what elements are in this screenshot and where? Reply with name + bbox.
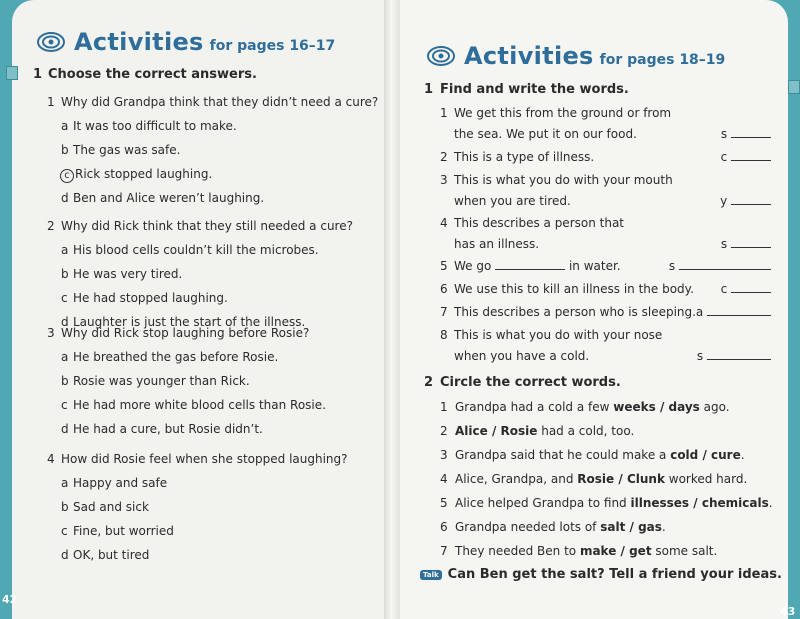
option-text: Happy and safe: [73, 476, 168, 490]
circle-option-separator: /: [487, 424, 501, 438]
item-text: the sea. We put it on our food.: [454, 127, 637, 141]
answer-line: [720, 194, 771, 208]
question-text: Why did Rick stop laughing before Rosie?: [61, 326, 310, 340]
option-letter: d: [61, 315, 69, 329]
item-number: 3: [440, 448, 448, 462]
item-number: 8: [440, 328, 448, 342]
item-text: We get this from the ground or from: [454, 106, 672, 120]
answer-line: [721, 237, 771, 251]
item-number: 5: [440, 259, 448, 273]
circle-item-post: ago.: [699, 400, 730, 414]
item-text: when you are tired.: [454, 194, 571, 208]
circle-option-2: cure: [711, 448, 741, 462]
item-text-post: in water.: [565, 259, 621, 273]
option-letter-circled: c: [60, 169, 74, 183]
circle-item-text: [455, 400, 730, 414]
answer-blank: [495, 269, 565, 270]
circle-item-post: .: [768, 496, 773, 510]
answer-first-letter: s: [720, 237, 731, 251]
circle-item-pre: They needed Ben to: [455, 544, 580, 558]
page-tab-marker-right: [788, 80, 800, 94]
option-text: Ben and Alice weren’t laughing.: [73, 191, 265, 205]
circle-option-1: salt: [600, 520, 626, 534]
circle-option-2: days: [668, 400, 700, 414]
item-number: 5: [440, 496, 448, 510]
left-page: [12, 0, 390, 619]
question-number: 1: [47, 95, 55, 109]
option-letter: b: [61, 374, 69, 388]
option-selected: [60, 167, 212, 183]
option-text: He breathed the gas before Rosie.: [73, 350, 279, 364]
question-text: Why did Grandpa think that they didn’t need a cure?: [61, 95, 379, 109]
circle-option-separator: /: [698, 448, 712, 462]
item-text: [454, 259, 621, 273]
option-text: He was very tired.: [73, 267, 183, 281]
circle-item-pre: Grandpa needed lots of: [455, 520, 601, 534]
option-letter: d: [61, 422, 69, 436]
circle-option-1: cold: [670, 448, 699, 462]
answer-first-letter: s: [668, 259, 679, 273]
circle-item-text: [455, 424, 634, 438]
right-section1-number: 1: [424, 82, 434, 97]
item-number: 6: [440, 520, 448, 534]
circle-item-pre: Alice helped Grandpa to find: [455, 496, 631, 510]
item-number: 4: [440, 216, 448, 230]
option-letter: a: [61, 350, 69, 364]
option-letter: a: [61, 243, 69, 257]
option-letter: a: [61, 476, 69, 490]
answer-line: [721, 150, 771, 164]
option-text: OK, but tired: [73, 548, 150, 562]
option-text: He had stopped laughing.: [73, 291, 228, 305]
left-header-title: Activities: [74, 28, 204, 56]
circle-item-text: [455, 544, 717, 558]
option-text: Rick stopped laughing.: [75, 167, 213, 181]
left-page-number: 42: [2, 593, 18, 606]
answer-first-letter: c: [720, 150, 731, 164]
circle-option-1: illnesses: [630, 496, 690, 510]
right-header: [426, 42, 725, 70]
answer-first-letter: a: [695, 305, 707, 319]
answer-line: [696, 305, 771, 319]
question-text: How did Rosie feel when she stopped laughing?: [61, 452, 348, 466]
talk-icon: Talk: [420, 570, 442, 580]
option-letter: b: [61, 267, 69, 281]
answer-line: [697, 349, 771, 363]
left-header-subtitle: for pages 16–17: [209, 38, 336, 54]
circle-item-post: had a cold, too.: [537, 424, 635, 438]
option-letter: d: [61, 191, 69, 205]
book-spine: [384, 0, 400, 619]
circle-item-post: worked hard.: [664, 472, 748, 486]
item-text: has an illness.: [454, 237, 540, 251]
option-text: Rosie was younger than Rick.: [73, 374, 250, 388]
circle-option-2: Rosie: [500, 424, 538, 438]
option-letter: b: [61, 500, 69, 514]
item-number: 2: [440, 424, 448, 438]
circle-item-text: [455, 472, 747, 486]
item-number: 7: [440, 544, 448, 558]
item-number: 6: [440, 282, 448, 296]
answer-blank: [707, 359, 771, 360]
right-section2-title: Circle the correct words.: [440, 375, 621, 390]
item-text-pre: We go: [454, 259, 496, 273]
option-text: He had a cure, but Rosie didn’t.: [73, 422, 263, 436]
circle-option-2: get: [629, 544, 652, 558]
right-header-subtitle: for pages 18–19: [599, 52, 726, 68]
option-letter: c: [61, 291, 68, 305]
circle-option-2: Clunk: [626, 472, 665, 486]
item-number: 4: [440, 472, 448, 486]
item-number: 2: [440, 150, 448, 164]
answer-first-letter: y: [720, 194, 731, 208]
answer-first-letter: s: [720, 127, 731, 141]
item-text: This is a type of illness.: [454, 150, 595, 164]
item-text: when you have a cold.: [454, 349, 590, 363]
right-header-title: Activities: [464, 42, 594, 70]
answer-blank: [731, 292, 771, 293]
activities-logo-icon: [36, 31, 66, 53]
question-number: 4: [47, 452, 55, 466]
circle-item-text: [455, 496, 773, 510]
question-number: 3: [47, 326, 55, 340]
right-section2-number: 2: [424, 375, 434, 390]
circle-item-post: .: [661, 520, 666, 534]
option-text: Laughter is just the start of the illness.: [73, 315, 306, 329]
circle-option-separator: /: [625, 520, 639, 534]
answer-first-letter: c: [720, 282, 731, 296]
item-text: This describes a person who is sleeping.: [454, 305, 696, 319]
right-page-number: 43: [780, 605, 796, 618]
circle-item-pre: Grandpa said that he could make a: [455, 448, 671, 462]
option-text: His blood cells couldn’t kill the microbes.: [73, 243, 319, 257]
option-letter: c: [61, 524, 68, 538]
question-number: 2: [47, 219, 55, 233]
circle-option-1: Rosie: [577, 472, 615, 486]
circle-item-post: .: [740, 448, 745, 462]
circle-option-1: Alice: [455, 424, 488, 438]
circle-option-2: chemicals: [701, 496, 769, 510]
option-letter: d: [61, 548, 69, 562]
circle-item-text: [455, 448, 745, 462]
item-number: 1: [440, 400, 448, 414]
answer-line: [721, 127, 771, 141]
option-text: The gas was safe.: [73, 143, 181, 157]
answer-blank: [679, 269, 771, 270]
item-number: 1: [440, 106, 448, 120]
item-text: This is what you do with your nose: [454, 328, 663, 342]
circle-item-pre: Alice, Grandpa, and: [455, 472, 578, 486]
circle-option-separator: /: [689, 496, 702, 510]
circle-option-separator: /: [616, 544, 630, 558]
circle-item-text: [455, 520, 666, 534]
item-number: 7: [440, 305, 448, 319]
left-header: [36, 28, 335, 56]
item-text: This is what you do with your mouth: [454, 173, 673, 187]
option-letter: a: [61, 119, 69, 133]
option-text: Fine, but worried: [73, 524, 174, 538]
answer-line: [721, 282, 771, 296]
activities-logo-icon: [426, 45, 456, 67]
answer-blank: [731, 160, 771, 161]
answer-blank: [731, 204, 771, 205]
talk-prompt: [420, 567, 782, 582]
option-letter: b: [61, 143, 69, 157]
option-text: It was too difficult to make.: [73, 119, 237, 133]
answer-first-letter: s: [696, 349, 707, 363]
page-tab-marker-left: [6, 66, 18, 80]
answer-blank: [731, 137, 771, 138]
answer-line: [669, 259, 771, 273]
answer-blank: [731, 247, 771, 248]
talk-text: Can Ben get the salt? Tell a friend your ideas.: [447, 567, 782, 582]
left-section-number: 1: [33, 67, 43, 82]
option-text: He had more white blood cells than Rosie.: [73, 398, 326, 412]
item-text: This describes a person that: [454, 216, 625, 230]
circle-item-pre: Grandpa had a cold a few: [455, 400, 614, 414]
circle-option-separator: /: [655, 400, 669, 414]
circle-option-2: gas: [638, 520, 662, 534]
circle-option-separator: /: [614, 472, 627, 486]
right-section1-title: Find and write the words.: [440, 82, 629, 97]
circle-item-post: some salt.: [651, 544, 718, 558]
option-text: Sad and sick: [73, 500, 149, 514]
circle-option-1: weeks: [613, 400, 656, 414]
circle-option-1: make: [579, 544, 617, 558]
option-letter: c: [61, 398, 68, 412]
answer-blank: [707, 315, 771, 316]
question-text: Why did Rick think that they still needed a cure?: [61, 219, 353, 233]
item-text: We use this to kill an illness in the body.: [454, 282, 694, 296]
item-number: 3: [440, 173, 448, 187]
left-section-title: Choose the correct answers.: [48, 67, 257, 82]
